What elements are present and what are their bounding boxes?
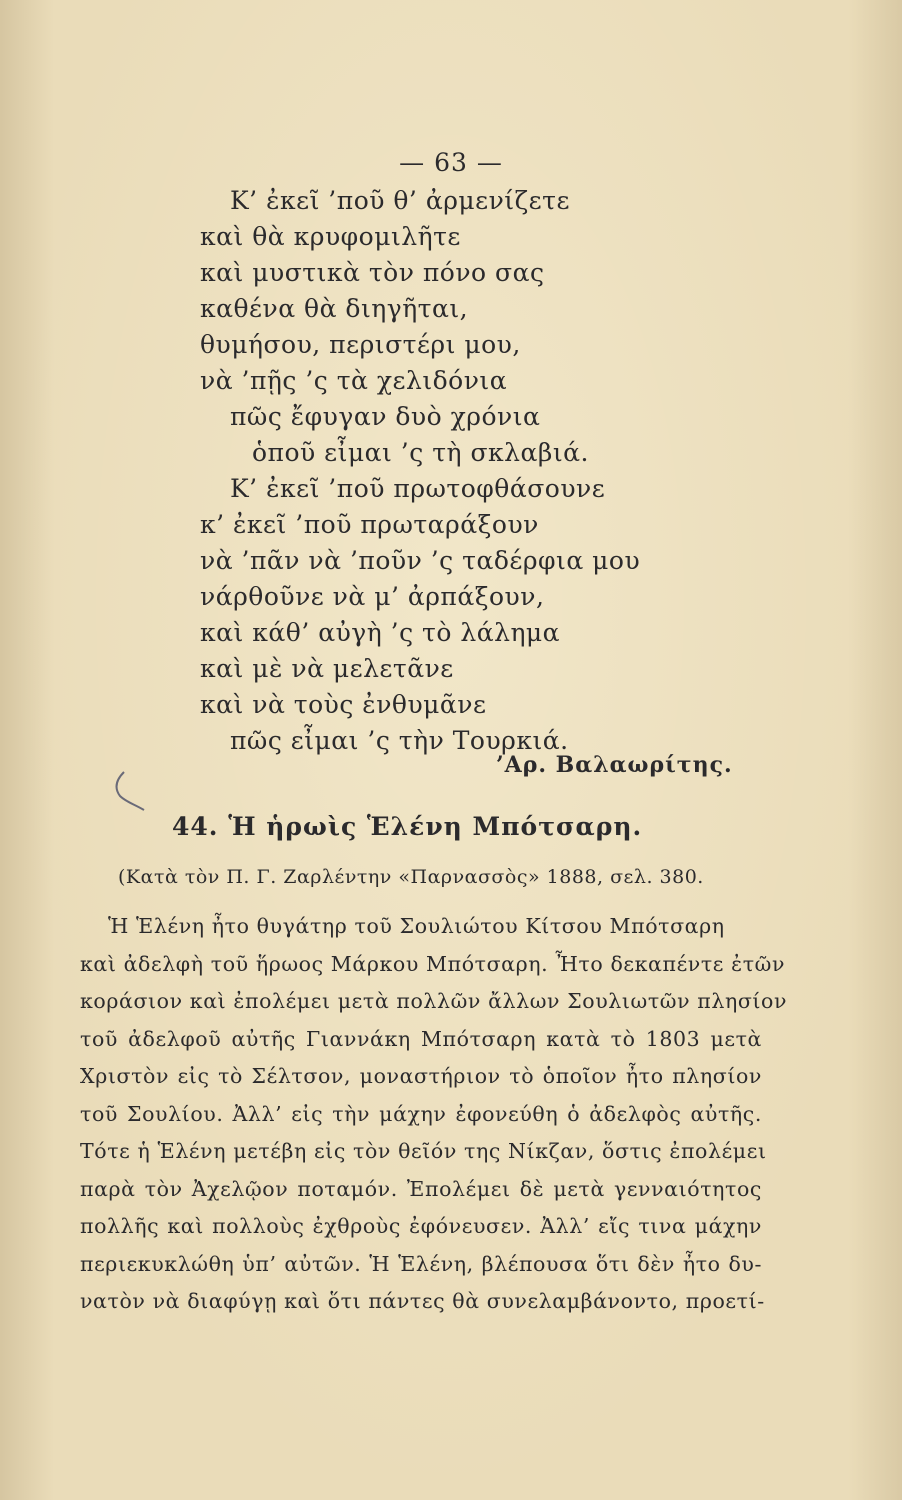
poem-line: θυμήσου, περιστέρι μου,	[200, 330, 521, 359]
poem-line: καθένα θὰ διηγῆται,	[200, 294, 469, 323]
poem-line: καὶ μὲ νὰ μελετᾶνε	[200, 654, 454, 683]
prose-line: περιεκυκλώθη ὑπ’ αὐτῶν. Ἡ Ἑλένη, βλέπουσα ὅτι δὲν ἦτο δυ-	[80, 1251, 762, 1276]
poem-line: νάρθοῦνε νὰ μ’ ἀρπάξουν,	[200, 582, 545, 611]
poem-line: νὰ ’πῇς ’ς τὰ χελιδόνια	[200, 366, 508, 395]
poem-line: πῶς εἶμαι ’ς τὴν Τουρκιά.	[230, 726, 569, 755]
prose-line: τοῦ ἀδελφοῦ αὐτῆς Γιαννάκη Μπότσαρη κατὰ τὸ 1803 μετὰ	[80, 1026, 762, 1051]
poem-line: Κ’ ἐκεῖ ’ποῦ πρωτοφθάσουνε	[230, 474, 606, 503]
prose-line: Ἡ Ἑλένη ἦτο θυγάτηρ τοῦ Σουλιώτου Κίτσου Μπότσαρη	[108, 914, 725, 938]
prose-paragraph	[80, 908, 788, 1321]
source-citation: (Κατὰ τὸν Π. Γ. Ζαρλέντην «Παρνασσὸς» 1888, σελ. 380.	[118, 866, 704, 888]
section-heading: 44. Ἡ ἡρωὶς Ἑλένη Μπότσαρη.	[172, 812, 643, 841]
prose-line: παρὰ τὸν Ἀχελῷον ποταμόν. Ἐπολέμει δὲ μετὰ γενναιότητος	[80, 1176, 762, 1201]
poem-line: πῶς ἔφυγαν δυὸ χρόνια	[230, 402, 541, 431]
poem-line: καὶ κάθ’ αὐγὴ ’ς τὸ λάλημα	[200, 618, 561, 647]
page-number: — 63 —	[399, 148, 503, 177]
prose-line: νατὸν νὰ διαφύγῃ καὶ ὅτι πάντες θὰ συνελαμβάνοντο, προετί-	[80, 1289, 765, 1313]
poem-line: νὰ ’πᾶν νὰ ’ποῦν ’ς ταδέρφια μου	[200, 546, 641, 575]
poem-line: Κ’ ἐκεῖ ’ποῦ θ’ ἀρμενίζετε	[230, 186, 570, 215]
poem-signature: ’Αρ. Βαλαωρίτης.	[496, 752, 733, 778]
poem-line: κ’ ἐκεῖ ’ποῦ πρωταράξουν	[200, 510, 539, 539]
prose-line: τοῦ Σουλίου. Ἀλλ’ εἰς τὴν μάχην ἐφονεύθη ὁ ἀδελφὸς αὐτῆς.	[80, 1101, 762, 1126]
prose-line: κοράσιον καὶ ἐπολέμει μετὰ πολλῶν ἄλλων Σουλιωτῶν πλησίον	[80, 989, 788, 1013]
pencil-bracket-mark	[112, 770, 152, 814]
prose-line: καὶ ἀδελφὴ τοῦ ἥρωος Μάρκου Μπότσαρη. Ἦτο δεκαπέντε ἐτῶν	[80, 951, 786, 976]
prose-line: πολλῆς καὶ πολλοὺς ἐχθροὺς ἐφόνευσεν. Ἀλλ’ εἴς τινα μάχην	[80, 1214, 762, 1238]
poem-line: καὶ θὰ κρυφομιλῆτε	[200, 222, 461, 251]
poem-line: ὁποῦ εἶμαι ’ς τὴ σκλαβιά.	[252, 438, 589, 467]
poem-line: καὶ μυστικὰ τὸν πόνο σας	[200, 258, 545, 287]
prose-line: Τότε ἡ Ἑλένη μετέβη εἰς τὸν θεῖόν της Νίκζαν, ὅστις ἐπολέμει	[80, 1139, 767, 1163]
prose-line: Χριστὸν εἰς τὸ Σέλτσον, μοναστήριον τὸ ὁποῖον ἦτο πλησίον	[80, 1064, 762, 1088]
poem-line: καὶ νὰ τοὺς ἐνθυμᾶνε	[200, 690, 487, 719]
